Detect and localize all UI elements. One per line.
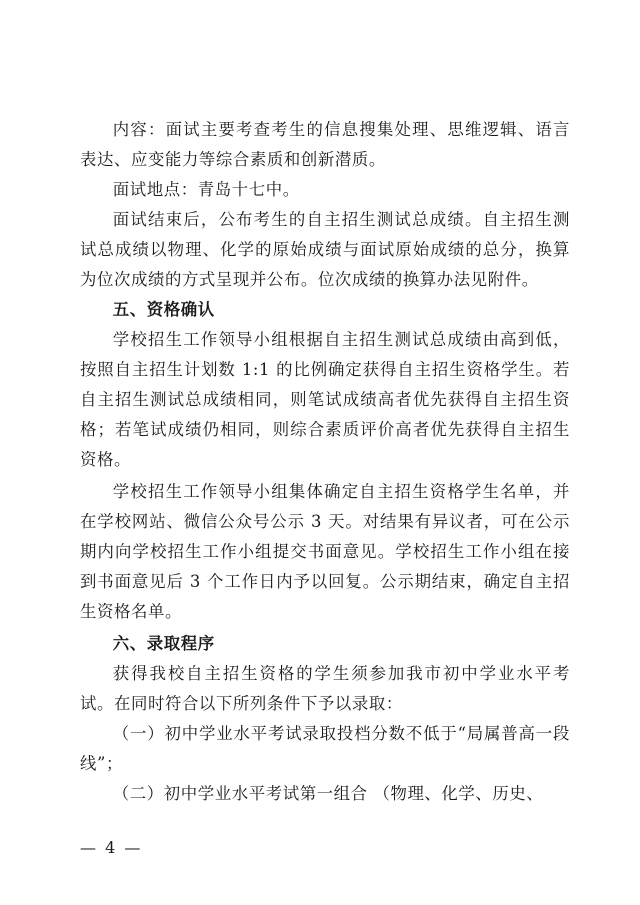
paragraph-admission-condition-1: （一）初中学业水平考试录取投档分数不低于“局属普高一段线”； — [80, 724, 570, 773]
section-heading-qualification: 五、资格确认 — [112, 300, 215, 319]
page-number: — 4 — — [80, 838, 143, 857]
paragraph-score-announcement: 面试结束后，公布考生的自主招生测试总成绩。自主招生测试总成绩以物理、化学的原始成绩与面试原始成绩的总分，换算为位次成绩的方式呈现并公布。位次成绩的换算办法见附件。 — [80, 210, 570, 289]
document-body — [80, 115, 570, 809]
paragraph-admission-intro: 获得我校自主招生资格的学生须参加我市初中学业水平考试。在同时符合以下所列条件下予以录取： — [80, 664, 570, 713]
section-heading-admission: 六、录取程序 — [112, 634, 215, 653]
paragraph-qualification-publicity: 学校招生工作领导小组集体确定自主招生资格学生名单，并在学校网站、微信公众号公示 3 天。对结果有异议者，可在公示期内向学校招生工作小组提交书面意见。学校招生工作小组在接到书面意见后 3 个工作日内予以回复。公示期结束，确定自主招生资格名单。 — [80, 482, 570, 621]
paragraph-admission-condition-2: （二）初中学业水平考试第一组合 （物理、化学、历史、 — [112, 784, 544, 803]
paragraph-interview-content: 内容：面试主要考查考生的信息搜集处理、思维逻辑、语言表达、应变能力等综合素质和创新潜质。 — [80, 120, 570, 169]
paragraph-qualification-rules: 学校招生工作领导小组根据自主招生测试总成绩由高到低，按照自主招生计划数 1:1 的比例确定获得自主招生资格学生。若自主招生测试总成绩相同，则笔试成绩高者优先获得自主招生资格；若笔试成绩仍相同，则综合素质评价高者优先获得自主招生资格。 — [80, 330, 570, 469]
paragraph-interview-location: 面试地点：青岛十七中。 — [112, 180, 300, 199]
